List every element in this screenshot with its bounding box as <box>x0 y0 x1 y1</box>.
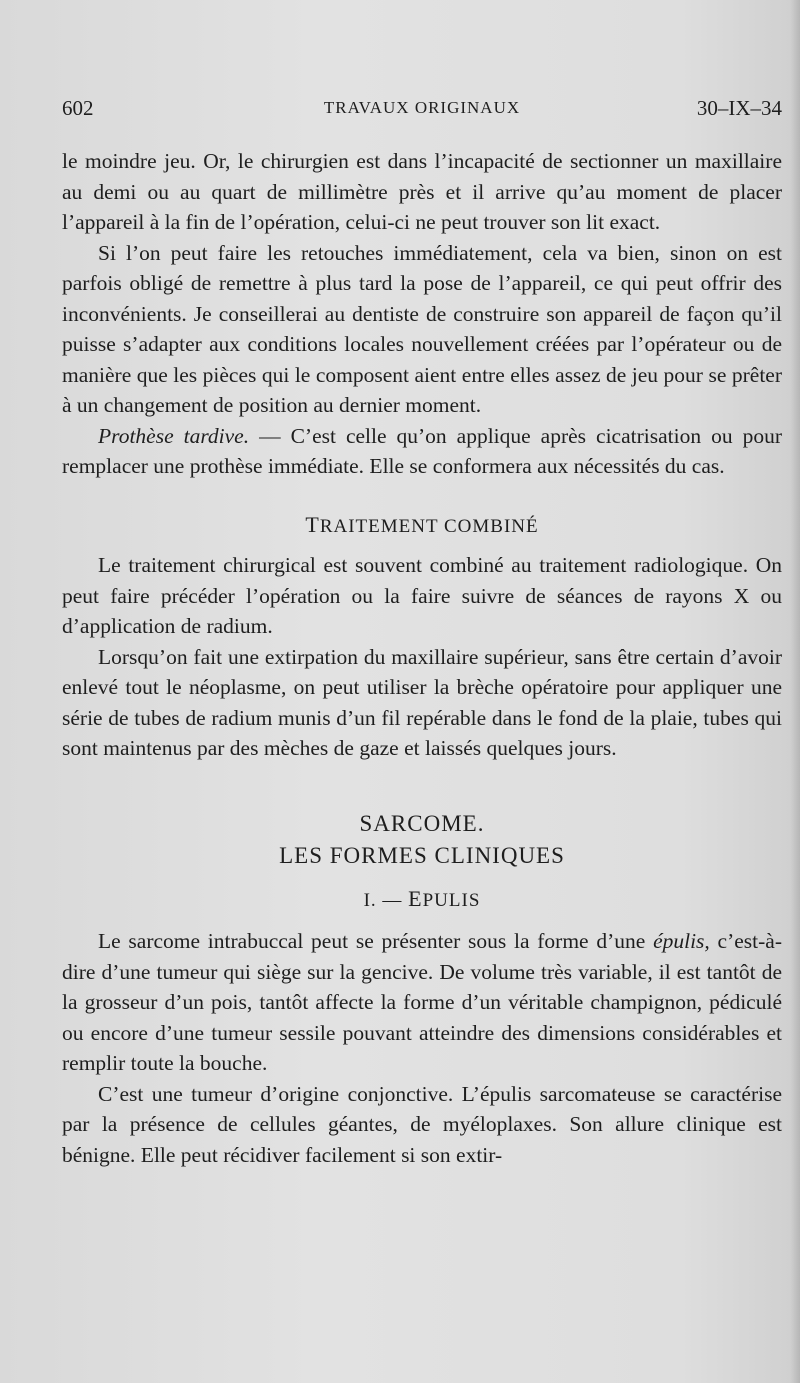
paragraph-text: c’est-à-dire d’une tumeur qui siège sur la gencive. De volume très variable, il est tantôt de la grosseur d’un pois, tantôt affecte la forme d’un véritable champignon, pédiculé ou encore d’une tumeur sessile pouvant atteindre des dimensions considérables et remplir toute la bouche. <box>62 929 782 1075</box>
paragraph: C’est une tumeur d’origine conjonctive. L’épulis sarcomateuse se caractérise par la présence de cellules géantes, de myéloplaxes. Son allure clinique est bénigne. Elle peut récidiver facilement si son extir- <box>62 1081 782 1167</box>
header-date: 30–IX–34 <box>696 96 782 120</box>
section-heading-traitement <box>62 510 782 543</box>
section-heading-epulis <box>62 884 782 917</box>
heading-text: RAITEMENT COMBINÉ <box>319 515 539 537</box>
italic-term: épulis, <box>653 929 710 953</box>
paragraph-text: — C’est celle qu’on applique après cicatrisation ou pour remplacer une prothèse immédiate. Elle se conformera aux nécessités du cas. <box>62 423 782 478</box>
paragraph: Si l’on peut faire les retouches immédiatement, cela va bien, sinon on est parfois obligé de remettre à plus tard la pose de l’appareil, ce qui peut offrir des inconvénients. Je conseillerai au dentiste de construire son appareil de façon qu’il puisse s’adapter aux conditions locales nouvellement créées par l’opérateur ou de manière que les pièces qui le composent aient entre elles assez de jeu pour se prêter à un changement de position au dernier moment. <box>62 240 782 417</box>
running-title: TRAVAUX ORIGINAUX <box>323 98 521 117</box>
heading-initial: E <box>408 885 423 911</box>
heading-numeral: I. — <box>363 889 409 911</box>
paragraph: Lorsqu’on fait une extirpation du maxillaire supérieur, sans être certain d’avoir enlevé tout le néoplasme, on peut utiliser la brèche opératoire pour appliquer une série de tubes de radium munis d’un fil repérable dans le fond de la plaie, tubes qui sont maintenus par des mèches de gaze et laissés quelques jours. <box>62 644 782 760</box>
chapter-subtitle: LES FORMES CLINIQUES <box>279 842 565 868</box>
paragraph: Le traitement chirurgical est souvent combiné au traitement radiologique. On peut faire précéder l’opération ou la faire suivre de séances de rayons X ou d’application de radium. <box>62 553 782 638</box>
heading-initial: T <box>305 511 320 537</box>
paragraph: le moindre jeu. Or, le chirurgien est dans l’incapacité de sectionner un maxillaire au demi ou au quart de millimètre près et il arrive qu’au moment de placer l’appareil à la fin de l’opération, celui-ci ne peut trouver son lit exact. <box>62 149 782 234</box>
heading-text: PULIS <box>422 889 481 911</box>
chapter-title: SARCOME. <box>359 810 485 836</box>
paragraph <box>62 421 782 482</box>
paragraph-text: Le sarcome intrabuccal peut se présenter sous la forme d’une <box>98 929 654 953</box>
page-body <box>62 146 782 1170</box>
page-number: 602 <box>62 96 94 120</box>
page-header <box>62 96 782 126</box>
italic-term: Prothèse tardive. <box>98 423 250 448</box>
paragraph <box>62 926 782 1079</box>
page-spine-shadow <box>790 0 800 1383</box>
